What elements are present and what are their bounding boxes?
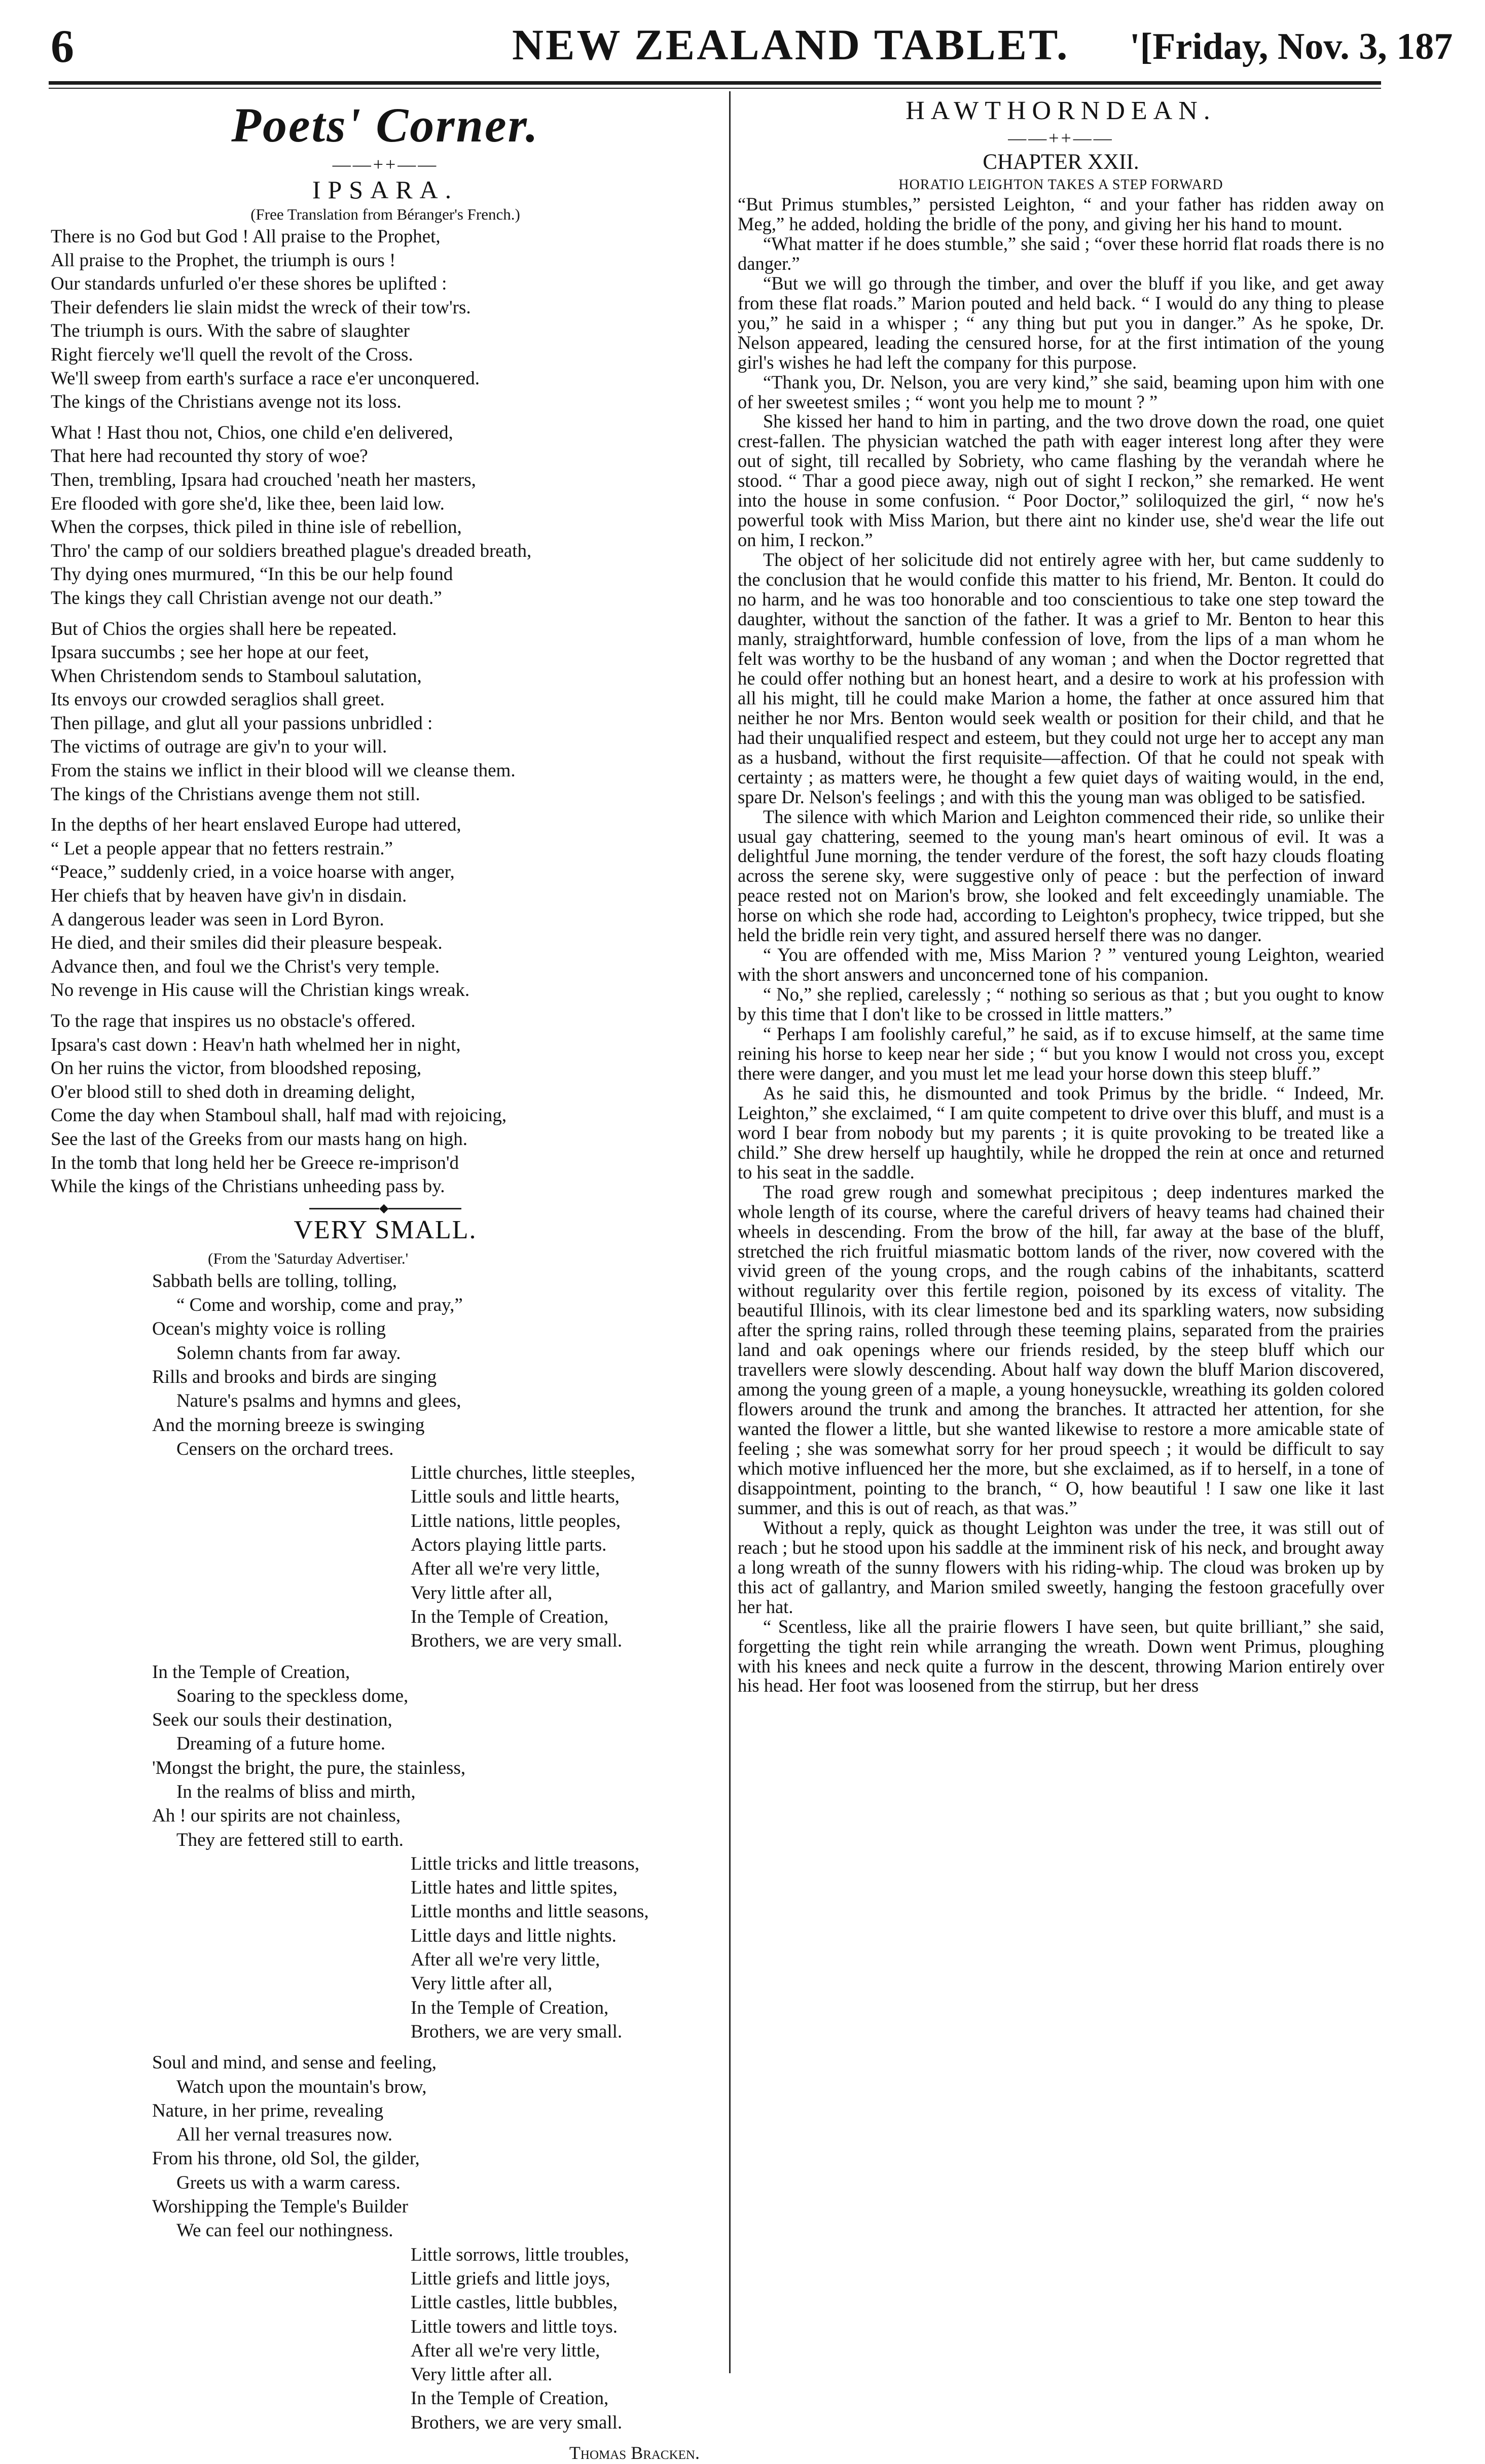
poem-line: Little days and little nights. [411,1925,617,1946]
poem-line: Little souls and little hearts, [411,1486,620,1508]
poem-line: Little hates and little spites, [411,1877,618,1899]
poem-line: Very little after all. [411,2364,553,2385]
story-paragraph: The object of her solicitude did not entirely agree with her, but came suddenly to the conclusion that he would confide this matter to his friend, Mr. Benton. It could do no harm, and he was too honorable and too conscientious to take one step toward the daughter, without the sanction of the father. It was a grief to Mr. Benton to hear this manly, straightforward, humble confession of love, from the lips of a man whom he felt was worthy to be the husband of any woman ; and when the Doctor regretted that he could offer nothing but an honest heart, and a desire to work at his profession with all his might, till he could make Marion a home, the father at once assured him that neither he nor Mrs. Benton would seek wealth or position for their child, and that he had their unqualified respect and esteem, but they could not urge her to accept any man as a husband, without the first requisite—affection. Of that he could not speak with certainty ; as matters were, he thought a few quiet days of waiting would, in the end, spare Dr. Nelson's feelings ; and with this the young man was obliged to be satisfied. [738,549,1384,807]
poem-line: From the stains we inflict in their blood will we cleanse them. [51,760,516,781]
story-paragraph: The road grew rough and somewhat precipitous ; deep indentures marked the whole length of its course, where the careful drivers of heavy teams had chained their wheels in descending. From the brow of the hill, far away at the base of the bluff, stretched the rich fruitful miasmatic bottom lands of the river, now covered with the vivid green of the young crops, and the rough cabins of the inhabitants, scatterd without regularity over this fertile region, poisoned by its excess of vitality. The beautiful Illinois, with its clear limestone bed and its sparkling waters, now subsiding after the spring rains, rolled through these teeming plains, separated from the prairies land and oak openings where our friends resided, by the steep bluff which our travellers were slowly descending. About half way down the bluff Marion discovered, among the young green of a maple, a young honeysuckle, wreathing its golden colored flowers around the trunk and among the branches. It attracted her attention, for she wanted the flower a little, but she wanted likewise to restore a more amicable state of feeling ; she was somewhat sorry for her proud speech ; it would be difficult to say which motive influenced her the more, but she exclaimed, as if to herself, in a tone of disappointment, pointing to the branch, “ O, how beautiful ! I saw one like it last summer, and this is out of reach, as that was.” [738,1181,1384,1518]
poem-line: Solemn chants from far away. [176,1342,401,1364]
poem-line: After all we're very little, [411,1558,600,1580]
poem-line: In the Temple of Creation, [152,1661,350,1683]
story-paragraph: “What matter if he does stumble,” she said ; “over these horrid flat roads there is no danger.” [738,233,1384,274]
story-body [738,195,1384,1696]
poem-line: In the depths of her heart enslaved Europe had uttered, [51,814,461,836]
poem-line: The kings they call Christian avenge not our death.” [51,587,442,609]
story-paragraph: She kissed her hand to him in parting, and the two drove down the road, one quiet crest-fallen. The physician watched the path with eager interest long after they were out of sight, till recalled by Sobriety, who came flashing by the verandah where he stood. “ Thar a good piece away, nigh out of sight I reckon,” she remarked. He went into the house in some confusion. “ Poor Doctor,” soliloquized the girl, “ now he's powerful took with Miss Marion, but there aint no kinder use, she'd wear the life out on him, I reckon.” [738,411,1384,551]
poem-line: Seek our souls their destination, [152,1709,392,1731]
poem-line: When the corpses, thick piled in thine isle of rebellion, [51,517,462,538]
poem-line: All her vernal treasures now. [176,2124,393,2146]
poem-line: Rills and brooks and birds are singing [152,1366,437,1387]
ornament: ——++—— [332,154,439,174]
story-paragraph: “ Perhaps I am foolishly careful,” he said, as if to excuse himself, at the same time reining his horse to keep near her side ; “ but you know I would not cross you, except there were danger, and you must let me lead your horse down this steep bluff.” [738,1023,1384,1084]
poem-divider [309,1208,461,1209]
poem-title-very-small: VERY SMALL. [294,1215,477,1244]
stanza [152,1660,720,2044]
stanza [51,225,720,414]
poem-line: When Christendom sends to Stamboul salutation, [51,665,422,687]
serial-ornament: ——++—— [1008,128,1114,148]
poem-line: In the realms of bliss and mirth, [176,1781,416,1802]
poem-line: While the kings of the Christians unheeding pass by. [51,1176,445,1197]
story-paragraph: Without a reply, quick as thought Leighton was under the tree, it was still out of reach ; but he stood upon his saddle at the imminent risk of his neck, and brought away a long wreath of the sunny flowers with his riding-whip. The cloud was broken up by this act of gallantry, and Marion smiled sweetly, hanging the festoon gracefully over her hat. [738,1517,1384,1617]
poem-line: Little churches, little steeples, [411,1462,635,1484]
poem-line: Its envoys our crowded seraglios shall greet. [51,689,385,710]
page-number: 6 [51,20,74,72]
poem-line: What ! Hast thou not, Chios, one child e'en delivered, [51,422,453,443]
poem-line: The victims of outrage are giv'n to your will. [51,736,387,758]
poem-line: In the Temple of Creation, [411,1997,609,2018]
poem-line: Ipsara succumbs ; see her hope at our feet, [51,642,369,663]
column-rule [729,91,731,2373]
poem-line: The kings of the Christians avenge not its loss. [51,391,402,413]
story-paragraph: The silence with which Marion and Leighton commenced their ride, so unlike their usual gay chattering, seemed to the young man's heart ominous of evil. It was a delightful June morning, the tender verdure of the forest, the soft hazy clouds floating across the serene sky, were suggestive only of peace : but the perfection of inward peace rested not on Marion's brow, she looked and felt exceedingly unamiable. The horse on which she rode had, according to Leighton's prophecy, twice tripped, but she held the bridle rein very tight, and assured herself there was no danger. [738,806,1384,946]
poem-line: Little tricks and little treasons, [411,1853,640,1874]
poem-line: Watch upon the mountain's brow, [176,2076,427,2097]
poem-body-ipsara [51,225,720,1199]
poem-line: Her chiefs that by heaven have giv'n in disdain. [51,885,407,907]
poem-line: Censers on the orchard trees. [176,1438,394,1459]
poem-line: Little castles, little bubbles, [411,2292,618,2313]
poem-line: A dangerous leader was seen in Lord Byron. [51,909,384,930]
newspaper-title: NEW ZEALAND TABLET. [512,20,1070,69]
poem-line: Ere flooded with gore she'd, like thee, been laid low. [51,493,445,514]
poem-line: Right fiercely we'll quell the revolt of the Cross. [51,344,413,365]
masthead-rule-thin [49,88,1381,89]
stanza [51,813,720,1003]
stanza [51,421,720,611]
poem-line: After all we're very little, [411,1949,600,1971]
poem-line: Very little after all, [411,1973,553,1994]
poem-line: After all we're very little, [411,2340,600,2361]
poem-line: Ah ! our spirits are not chainless, [152,1805,401,1827]
stanza [152,2051,720,2435]
masthead-rule [49,81,1381,85]
poem-line: From his throne, old Sol, the gilder, [152,2148,420,2169]
poem-line: Brothers, we are very small. [411,1630,623,1652]
story-paragraph: “ You are offended with me, Miss Marion ? ” ventured young Leighton, wearied with the short answers and unconcerned tone of his companion. [738,944,1384,985]
left-column [51,91,720,2464]
poem-line: O'er blood still to shed doth in dreaming delight, [51,1081,415,1102]
poem-body-very-small [152,1269,720,2435]
poem-line: Nature, in her prime, revealing [152,2100,384,2121]
poem-line: Little griefs and little joys, [411,2268,610,2289]
poem-line: In the Temple of Creation, [411,2388,609,2409]
poem-line: Advance then, and foul we the Christ's very temple. [51,956,440,977]
poem-line: Sabbath bells are tolling, tolling, [152,1270,397,1292]
stanza [51,1010,720,1199]
poem-line: Soaring to the speckless dome, [176,1685,409,1706]
poem-line: Worshipping the Temple's Builder [152,2196,408,2218]
poem-line: The kings of the Christians avenge them not still. [51,783,420,805]
chapter-subtitle: HORATIO LEIGHTON TAKES A STEP FORWARD [898,177,1223,193]
poem-line: See the last of the Greeks from our masts hang on high. [51,1128,468,1150]
poem-line: Nature's psalms and hymns and glees, [176,1390,461,1412]
poem-line: Ocean's mighty voice is rolling [152,1318,386,1340]
poem-signature: Thomas Bracken. [569,2443,700,2463]
poem-line: Very little after all, [411,1582,553,1603]
story-paragraph: “But Primus stumbles,” persisted Leighton, “ and your father has ridden away on Meg,” he added, holding the bridle of the pony, and giving her his hand to mount. [738,194,1384,234]
poem-title-ipsara: IPSARA. [312,175,459,204]
poem-line: Greets us with a warm caress. [176,2172,401,2193]
story-paragraph: “But we will go through the timber, and over the bluff if you like, and get away from these flat roads.” Marion pouted and held back. “ I would do any thing to please you,” he said in a whisper ; “ any thing but put you in danger.” As he spoke, Dr. Nelson appeared, leading the censured horse, for at the first intimation of the young girl's wishes he had left the company for this purpose. [738,272,1384,373]
poem-subtitle-ipsara: (Free Translation from Béranger's French.) [250,205,520,223]
story-paragraph: “Thank you, Dr. Nelson, you are very kind,” she said, beaming upon him with one of her sweetest smiles ; “ wont you help me to mount ? ” [738,371,1384,412]
story-paragraph: As he said this, he dismounted and took Primus by the bridle. “ Indeed, Mr. Leighton,” she exclaimed, “ I am quite competent to drive over this bluff, and must is a word I bear from nobody but my parents ; it is quite provoking to be treated like a child.” She drew herself up haughtily, while he dropped the rein at once and returned to his seat in the saddle. [738,1082,1384,1183]
poem-line: But of Chios the orgies shall here be repeated. [51,618,397,639]
masthead [0,0,1485,86]
stanza [51,618,720,807]
poem-line: Actors playing little parts. [411,1534,607,1556]
poem-line: In the tomb that long held her be Greece re-imprison'd [51,1152,459,1173]
section-heading-poets-corner: Poets' Corner. [231,98,539,152]
poem-line: Brothers, we are very small. [411,2021,623,2042]
poem-line: All praise to the Prophet, the triumph is ours ! [51,249,396,271]
poem-line: To the rage that inspires us no obstacle's offered. [51,1011,416,1031]
poem-line: And the morning breeze is swinging [152,1414,425,1436]
poem-line: The triumph is ours. With the sabre of slaughter [51,320,410,342]
poem-line: Brothers, we are very small. [411,2412,623,2433]
poem-line: In the Temple of Creation, [411,1606,609,1627]
poem-subtitle-very-small: (From the 'Saturday Advertiser.' [208,1249,409,1267]
stanza [152,1269,720,1653]
poem-line: “ Let a people appear that no fetters restrain.” [51,838,393,859]
serial-title: HAWTHORNDEAN. [906,96,1216,125]
poem-line: “Peace,” suddenly cried, in a voice hoarse with anger, [51,862,455,883]
issue-date: '[Friday, Nov. 3, 187 [1130,26,1453,67]
poem-line: They are fettered still to earth. [176,1829,404,1850]
poem-line: No revenge in His cause will the Christian kings wreak. [51,980,470,1001]
poem-line: We can feel our nothingness. [176,2220,393,2241]
right-column [738,91,1384,1696]
poem-line: Little towers and little toys. [411,2316,618,2337]
poem-line: We'll sweep from earth's surface a race e'er unconquered. [51,368,480,389]
poem-line: “ Come and worship, come and pray,” [176,1295,463,1316]
chapter-heading: CHAPTER XXII. [983,150,1139,174]
poem-line: Soul and mind, and sense and feeling, [152,2052,437,2074]
poem-line: Come the day when Stamboul shall, half mad with rejoicing, [51,1105,507,1126]
poem-line: Their defenders lie slain midst the wreck of their tow'rs. [51,297,471,318]
story-paragraph: “ Scentless, like all the prairie flowers I have seen, but quite brilliant,” she said, forgetting the tight rein while arranging the wreath. Down went Primus, ploughing with his knees and neck quite a furrow in the descent, throwing Marion entirely over his head. Her foot was loosened from the stirrup, but her dress [738,1616,1384,1696]
poem-line: Dreaming of a future home. [176,1733,385,1755]
poem-line: Little nations, little peoples, [411,1510,621,1531]
poem-line: 'Mongst the bright, the pure, the stainless, [152,1757,466,1778]
poem-line: Little sorrows, little troubles, [411,2244,629,2265]
poem-line: That here had recounted thy story of woe? [51,446,368,467]
poem-line: He died, and their smiles did their pleasure bespeak. [51,933,443,954]
poem-line: Our standards unfurled o'er these shores be uplifted : [51,273,447,295]
poem-line: There is no God but God ! All praise to the Prophet, [51,226,441,247]
poem-line: Little months and little seasons, [411,1901,649,1922]
poem-line: Thy dying ones murmured, “In this be our help found [51,564,453,585]
poem-line: On her ruins the victor, from bloodshed reposing, [51,1058,422,1079]
poem-line: Thro' the camp of our soldiers breathed plague's dreaded breath, [51,540,532,561]
poem-line: Then pillage, and glut all your passions unbridled : [51,712,433,734]
story-paragraph: “ No,” she replied, carelessly ; “ nothing so serious as that ; but you ought to know by this time that I don't like to be crossed in little matters.” [738,984,1384,1025]
poem-line: Ipsara's cast down : Heav'n hath whelmed her in night, [51,1034,461,1055]
very-small-wrapper [51,1248,720,2435]
poem-line: Then, trembling, Ipsara had crouched 'neath her masters, [51,469,476,490]
